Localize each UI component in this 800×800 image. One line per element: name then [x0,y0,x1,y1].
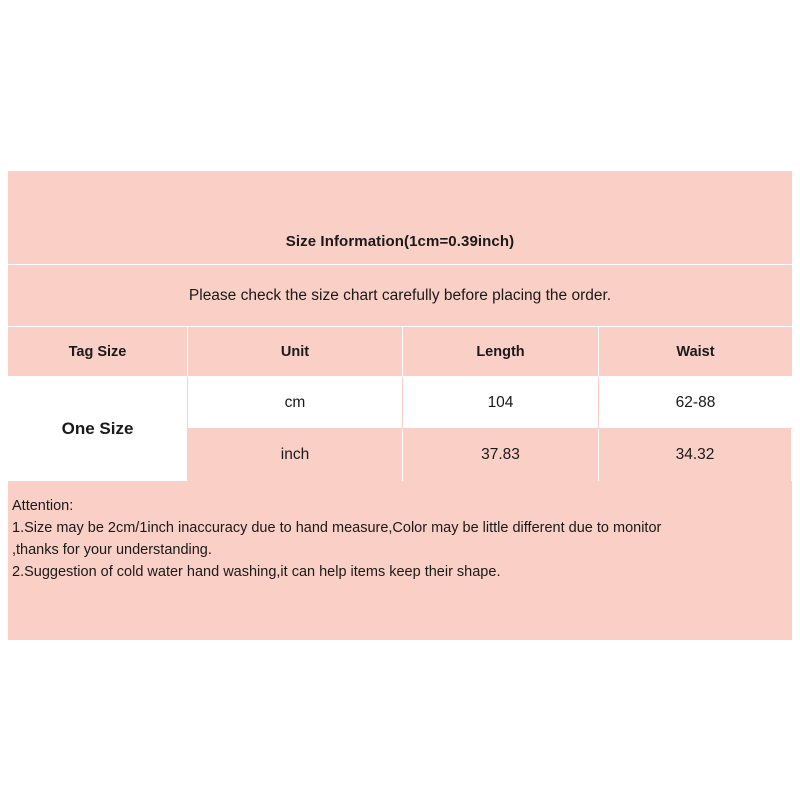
cell-length: 104 [403,377,599,428]
cell-waist: 62-88 [675,393,716,411]
table-row [188,377,792,429]
table-row [188,429,792,481]
subtitle-band [8,265,792,327]
attention-note: 1.Size may be 2cm/1inch inaccuracy due to hand measure,Color may be little different due to monitor [12,520,662,536]
table-body [8,377,792,481]
title-band [8,171,792,265]
table-header-row [8,327,792,377]
column-header-tag-size: Tag Size [8,327,188,377]
attention-note: ,thanks for your understanding. [12,542,212,558]
attention-heading: Attention: [12,498,74,514]
column-header-waist: Waist [599,327,792,377]
tag-size-value: One Size [8,377,188,481]
cell-waist: 34.32 [599,429,792,481]
attention-note: 2.Suggestion of cold water hand washing,it can help items keep their shape. [12,564,501,580]
cell-unit: cm [188,377,403,428]
cell-unit: inch [188,429,403,481]
column-header-length: Length [403,327,599,377]
column-header-unit: Unit [188,327,403,377]
size-chart [8,171,792,640]
page-title: Size Information(1cm=0.39inch) [285,233,515,250]
subtitle-text: Please check the size chart carefully before placing the order. [188,286,612,304]
attention-block [8,481,792,583]
cell-length: 37.83 [403,429,599,481]
